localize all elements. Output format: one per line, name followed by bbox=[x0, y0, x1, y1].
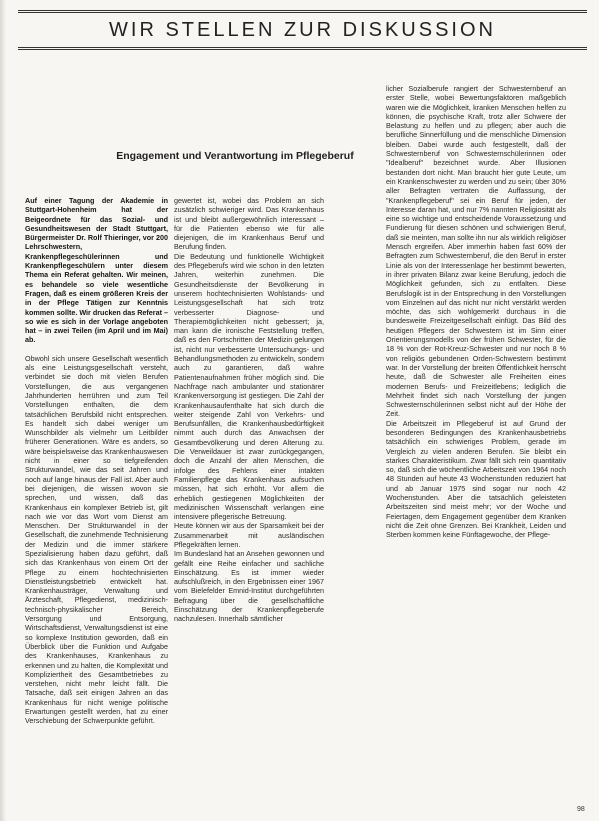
article-title: Engagement und Verantwortung im Pflegeberuf bbox=[116, 150, 354, 162]
article-intro: Auf einer Tagung der Akademie in Stuttgart-Hohenheim hat der Beigeordnete für das Sozial- und Gesundheitswesen der Stadt Stuttgart, Bürgermeister Dr. Rolf Thieringer, vor 200 Lehrschwestern, Krankenpflegeschülerinnen und Krankenpflegeschülern unter diesem Thema ein Referat gehalten. Wir meinen, es behandele so viele wesentliche Fragen, daß es einem größeren Kreis der in der Pflege Tätigen zur Kenntnis kommen sollte. Wir drucken das Referat – so wie es sich in der Vorlage angeboten hat – in zwei Teilen (im April und im Mai) ab. bbox=[25, 196, 168, 345]
column-left-body: Obwohl sich unsere Gesellschaft wesentlich als eine Leistungsgesellschaft versteht, verbindet sie doch mit vielen Berufen Vorstellungen, die aus vergangenen Jahrhunderten herrühren und zum Teil Vorstellungen enthalten, die dem tatsächlichen Berufsbild nicht entsprechen. Es handelt sich dabei weniger um Wunschbilder als vielmehr um Leitbilder früherer Generationen. Wäre es anders, so wäre beispielsweise das Krankenhauswesen nicht in einer so tiefgreifenden Strukturwandel, wie das seit Jahren und noch auf lange hinaus der Fall ist. Aber auch bei diejenigen, die wissen wovon sie sprechen, und wissen, daß das Krankenhaus ein komplexer Betrieb ist, gilt nach wie vor das Wort vom Dienst am Menschen. Der Strukturwandel in der Gesellschaft, die zunehmende Technisierung der Medizin und die immer stärkere Spezialisierung haben dazu geführt, daß sich das Krankenhaus von einem Ort der Pflege zu einem hochtechnisierten Dienstleistungsbetrieb entwickelt hat. Krankenhausträger, Verwaltung und Ärzteschaft, Pflegedienst, medizinisch-technisch-physikalischer Bereich, Versorgung und Entsorgung, Wirtschaftsdienst, Verwaltungsdienst ist eine so komplexe Institution geworden, daß ein Überblick über die Funktion und Aufgabe des Krankenhauses, Krankenhaus zu erkennen und zu halten, die Komplexität und Kompliziertheit des Gesamtbetriebes zu verstehen, nicht mehr leicht fällt. Die Tatsache, daß seit einigen Jahren an das Krankenhaus für nicht wenige politische Erwartungen gestellt werden, hat zu einer Verschiebung der Schwerpunkte geführt. bbox=[25, 353, 168, 726]
column-left bbox=[25, 196, 168, 735]
banner-title: WIR STELLEN ZUR DISKUSSION bbox=[109, 18, 496, 41]
column-right-body: licher Sozialberufe rangiert der Schwesternberuf an erster Stelle, wobei Bewertungsfaktoren maßgeblich waren wie die Möglichkeit, kranken Menschen helfen zu können, die psychische Kraft, trotz aller Schwere der Belastung zu helfen und zu pflegen; aber auch die berufliche Sinnerfüllung und die menschliche Dimension bleiben. Dabei wurde auch festgestellt, daß der Schwesternberuf von Schwesternschülerinnen oder "Idealberuf" bezeichnet wurde. Aber Illusionen bestanden dort nicht. Man braucht hier gute Leute, um ein Krankenschwester zu werden und zu sein; über 30% aller Befragten vertraten die Auffassung, der "Krankenpflegeberuf" sei ein Beruf für jeden, der Interesse daran hat, und nur 7% nannten Religiosität als eine so wichtige und entscheidende Voraussetzung und Fundierung für diesen schönen und schwierigen Beruf, daß sie meinten, man sollte ihn nur als wirklich religiöser Mensch ergreifen. Aber immerhin haben fast 60% der Befragten zum Schwesternberuf, die den Beruf in erster Linie als von der Interessenlage her bestimmt bewerten, in ihrer privaten Bilanz zwar keine Berufung, jedoch die Möglichkeit gefunden, sich zu entfalten. Diese Berufslogik ist in der Entsprechung in den Vorstellungen vom Einzelnen auf das nicht nur nicht verstärkt werden möchte, das sich wohlgemerkt durchaus in die bundesweite Freizeitgesellschaft einfügt. Das Bild des heutigen Pflegers der Schwestern ist im Sinn einer Orientierungsmodells von der frühen Schwester, für die 18 % von der Rot-Kreuz-Schwester und nur noch 8 % von religiös gebundenen Orden-Schwestern bestimmt war. In der Vorstellung der breiten Öffentlichkeit herrscht heute, daß die Schwester alle Freiheiten eines modernen Berufs- und Freizeitlebens; lediglich die Mehrheit findet sich nach Vorstellung der jungen Schwesternschülerinnen selbst nicht auf der Höhe der Zeit. Die Arbeitszeit im Pflegeberuf ist auf Grund der besonderen Bedingungen des Krankenhausbetriebs tatsächlich ein schwieriges Problem, gerade im Vergleich zu vielen anderen Berufen. Sie bleibt ein starkes Charakteristikum. Zwar fällt sich rein quantitativ so, daß sich die wöchentliche Arbeitszeit von 1964 noch 48 Stunden auf heute 43 Wochenstunden reduziert hat und ab Januar 1975 sind sogar nur noch 42 Wochenstunden. Aber die tatsächlich geleisteten Arbeitszeiten sind meist mehr; vor der Woche und Feiertagen, dem Engagement gegenüber dem Kranken nicht die Zeit ohne Grenzen. Bei Krankheit, Leiden und Sterben kommen keine Fünftagewoche, der Pflege- bbox=[386, 84, 566, 540]
section-banner bbox=[18, 10, 587, 50]
column-middle-body: gewertet ist, wobei das Problem an sich zusätzlich schwieriger wird. Das Krankenhaus ist und bleibt außergewöhnlich interessant – für die Patienten ebenso wie für alle diejenigen, die im Krankenhaus Beruf und Berufung finden. Die Bedeutung und funktionelle Wichtigkeit des Pflegeberufs wird wie schon in den letzten Jahren, weiterhin zunehmen. Die Gesundheitsdienste der Bevölkerung in unserem hochtechnisierten Wohlstands- und Leistungsgesellschaft hat sich trotz verbesserter Diagnose- und Therapiemöglichkeiten nicht gebessert; ja, man kann die ironische Feststellung treffen, daß es den Fortschritten der Medizin gelungen ist, nicht nur verbesserte Untersuchungs- und Behandlungsmethoden zu entwickeln, sondern auch zu garantieren, daß wahre Patientenaufnahmen früher möglich sind. Die Nachfrage nach ambulanter und stationärer Krankenversorgung ist gestiegen. Die Zahl der Krankenhausaufenthalte hat sich durch die weiter steigende Zahl von Verkehrs- und Berufsunfällen, die Krankenhausbedürftigkeit nimmt auch durch das Anwachsen der Gesamtbevölkerung und deren Alterung zu. Die Verweildauer ist zwar zurückgegangen, doch die Anzahl der alten Menschen, die infolge des Fehlens einer intakten Familienpflege das Krankenhaus aufsuchen müssen, hat sich erhöht. Vor allem die erheblich gestiegenen Möglichkeiten der medizinischen Wissenschaft verlangen eine intensivere pflegerische Betreuung. Heute können wir aus der Sparsamkeit bei der Zusammenarbeit mit ausländischen Pflegekräften lernen. Im Bundesland hat an Ansehen gewonnen und gefällt eine Reihe einfacher und sachliche Einschätzung. Es ist immer wieder aufschlußreich, in den Ergebnissen einer 1967 vom Bielefelder Emnid-Institut durchgeführten Befragung über die gesellschaftliche Einschätzung der Krankenpflegeberufe nachzulesen. Innerhalb sämtlicher bbox=[174, 196, 324, 624]
scan-edge-shadow bbox=[0, 0, 6, 821]
column-middle bbox=[174, 196, 324, 633]
page-number: 98 bbox=[577, 806, 585, 813]
column-right bbox=[386, 84, 566, 549]
